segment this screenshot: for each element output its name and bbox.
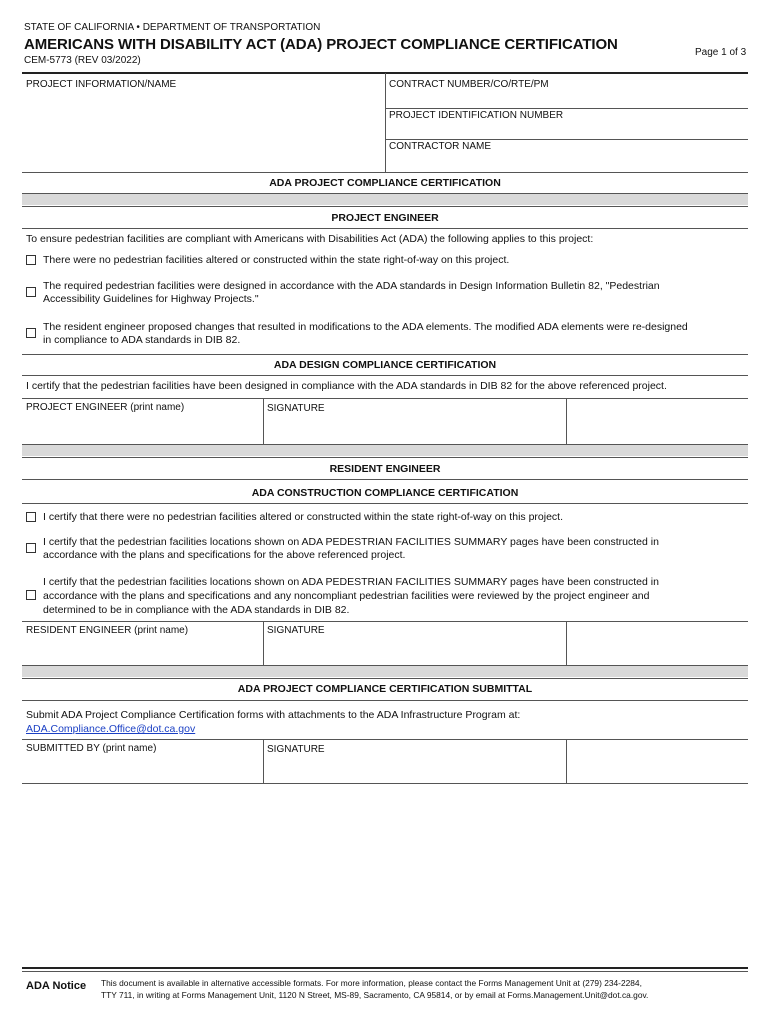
divider xyxy=(22,783,748,784)
pe-option-2-checkbox[interactable] xyxy=(26,287,36,297)
divider xyxy=(22,354,748,355)
project-name-field[interactable] xyxy=(26,92,381,170)
re-option-3-text-line2: accordance with the plans and specifications and any noncompliant pedestrian facilities were reviewed by the project engineer and xyxy=(43,590,650,602)
re-option-1-checkbox[interactable] xyxy=(26,512,36,522)
contract-number-field[interactable] xyxy=(389,91,744,106)
submittal-title: ADA PROJECT COMPLIANCE CERTIFICATION SUBMITTAL xyxy=(237,683,533,695)
submittal-signature-field[interactable] xyxy=(267,756,563,781)
ada-notice-line2: TTY 711, in writing at Forms Management Unit, 1120 N Street, MS-89, Sacramento, CA 95814, or by email at Forms.Management.Unit@dot.ca.gov. xyxy=(101,990,649,1000)
page-number: Page 1 of 3 xyxy=(695,47,747,58)
submittal-date-field[interactable] xyxy=(570,743,745,781)
project-id-label: PROJECT IDENTIFICATION NUMBER xyxy=(389,110,564,121)
divider xyxy=(22,228,748,229)
submitted-by-label: SUBMITTED BY (print name) xyxy=(26,743,157,754)
design-certification-statement: I certify that the pedestrian facilities have been designed in compliance with the ADA standards in DIB 82 for the above referenced project. xyxy=(26,380,667,392)
divider xyxy=(385,108,748,109)
divider xyxy=(22,479,748,480)
re-option-3-text-line1: I certify that the pedestrian facilities locations shown on ADA PEDESTRIAN FACILITIES SUMMARY pages have been constructed in xyxy=(43,576,659,588)
re-option-3-checkbox[interactable] xyxy=(26,590,36,600)
divider xyxy=(22,503,748,504)
divider xyxy=(263,622,264,665)
re-option-2-text-line1: I certify that the pedestrian facilities locations shown on ADA PEDESTRIAN FACILITIES SUMMARY pages have been constructed in xyxy=(43,536,659,548)
divider xyxy=(22,621,748,622)
divider xyxy=(566,740,567,783)
compliance-section-title: ADA PROJECT COMPLIANCE CERTIFICATION xyxy=(269,177,501,189)
re-option-2-checkbox[interactable] xyxy=(26,543,36,553)
divider xyxy=(22,678,748,679)
re-option-2-text-line2: accordance with the plans and specifications for the above referenced project. xyxy=(43,549,406,561)
ada-notice-line1: This document is available in alternative accessible formats. For more information, please contact the Forms Management Unit at (279) 234-2284, xyxy=(101,978,642,988)
pe-signature-label: SIGNATURE xyxy=(267,403,325,414)
design-certification-title: ADA DESIGN COMPLIANCE CERTIFICATION xyxy=(273,359,497,371)
re-signature-label: SIGNATURE xyxy=(267,625,325,636)
submitted-by-field[interactable] xyxy=(26,755,259,781)
re-signature-field[interactable] xyxy=(267,637,563,663)
divider xyxy=(22,700,748,701)
form-number: CEM-5773 (REV 03/2022) xyxy=(24,55,141,66)
agency-line: STATE OF CALIFORNIA • DEPARTMENT OF TRANSPORTATION xyxy=(24,22,321,33)
contractor-name-field[interactable] xyxy=(389,153,744,170)
pe-date-field[interactable] xyxy=(570,402,745,442)
pe-signature-field[interactable] xyxy=(267,415,563,442)
pe-option-3-text-line2: in compliance to ADA standards in DIB 82. xyxy=(43,334,241,346)
re-name-field[interactable] xyxy=(26,637,259,663)
divider xyxy=(22,398,748,399)
form-title: AMERICANS WITH DISABILITY ACT (ADA) PROJECT COMPLIANCE CERTIFICATION xyxy=(24,36,618,53)
divider xyxy=(385,139,748,140)
grey-band xyxy=(22,194,748,205)
divider xyxy=(22,375,748,376)
pe-option-3-checkbox[interactable] xyxy=(26,328,36,338)
ada-notice-label: ADA Notice xyxy=(26,980,87,992)
pe-name-label: PROJECT ENGINEER (print name) xyxy=(26,402,185,413)
re-option-1-text: I certify that there were no pedestrian facilities altered or constructed within the state right-of-way on this project. xyxy=(43,511,564,523)
submittal-instruction: Submit ADA Project Compliance Certification forms with attachments to the ADA Infrastructure Program at: xyxy=(26,709,521,721)
project-engineer-intro: To ensure pedestrian facilities are compliant with Americans with Disabilities Act (ADA) the following applies to this project: xyxy=(26,233,594,245)
submittal-email[interactable]: ADA.Compliance.Office@dot.ca.gov xyxy=(26,723,196,735)
divider xyxy=(566,622,567,665)
divider xyxy=(22,739,748,740)
footer-rule xyxy=(22,967,748,969)
contract-number-label: CONTRACT NUMBER/CO/RTE/PM xyxy=(389,79,549,90)
pe-name-field[interactable] xyxy=(26,414,259,442)
grey-band xyxy=(22,666,748,677)
submittal-email-link[interactable] xyxy=(26,722,195,736)
pe-option-2-text-line1: The required pedestrian facilities were designed in accordance with the ADA standards in Design Information Bulletin 82, "Pedestrian xyxy=(43,280,660,292)
pe-option-2-text-line2: Accessibility Guidelines for Highway Projects." xyxy=(43,293,259,305)
grey-band xyxy=(22,445,748,456)
submittal-signature-label: SIGNATURE xyxy=(267,744,325,755)
project-id-field[interactable] xyxy=(389,122,744,137)
re-name-label: RESIDENT ENGINEER (print name) xyxy=(26,625,189,636)
re-date-field[interactable] xyxy=(570,625,745,663)
project-engineer-title: PROJECT ENGINEER xyxy=(331,212,439,224)
project-name-label: PROJECT INFORMATION/NAME xyxy=(26,79,177,90)
divider xyxy=(22,457,748,458)
project-info-divider xyxy=(385,73,386,172)
construction-certification-title: ADA CONSTRUCTION COMPLIANCE CERTIFICATION xyxy=(251,487,519,499)
divider xyxy=(263,399,264,444)
contractor-name-label: CONTRACTOR NAME xyxy=(389,141,492,152)
divider xyxy=(22,172,748,173)
divider xyxy=(263,740,264,783)
pe-option-1-text: There were no pedestrian facilities altered or constructed within the state right-of-way on this project. xyxy=(43,254,510,266)
resident-engineer-title: RESIDENT ENGINEER xyxy=(329,463,441,475)
divider xyxy=(566,399,567,444)
footer-rule-thin xyxy=(22,971,748,972)
pe-option-1-checkbox[interactable] xyxy=(26,255,36,265)
divider xyxy=(22,206,748,207)
pe-option-3-text-line1: The resident engineer proposed changes that resulted in modifications to the ADA elements. The modified ADA elements were re-designed xyxy=(43,321,688,333)
re-option-3-text-line3: determined to be in compliance with the ADA standards in DIB 82. xyxy=(43,604,350,616)
